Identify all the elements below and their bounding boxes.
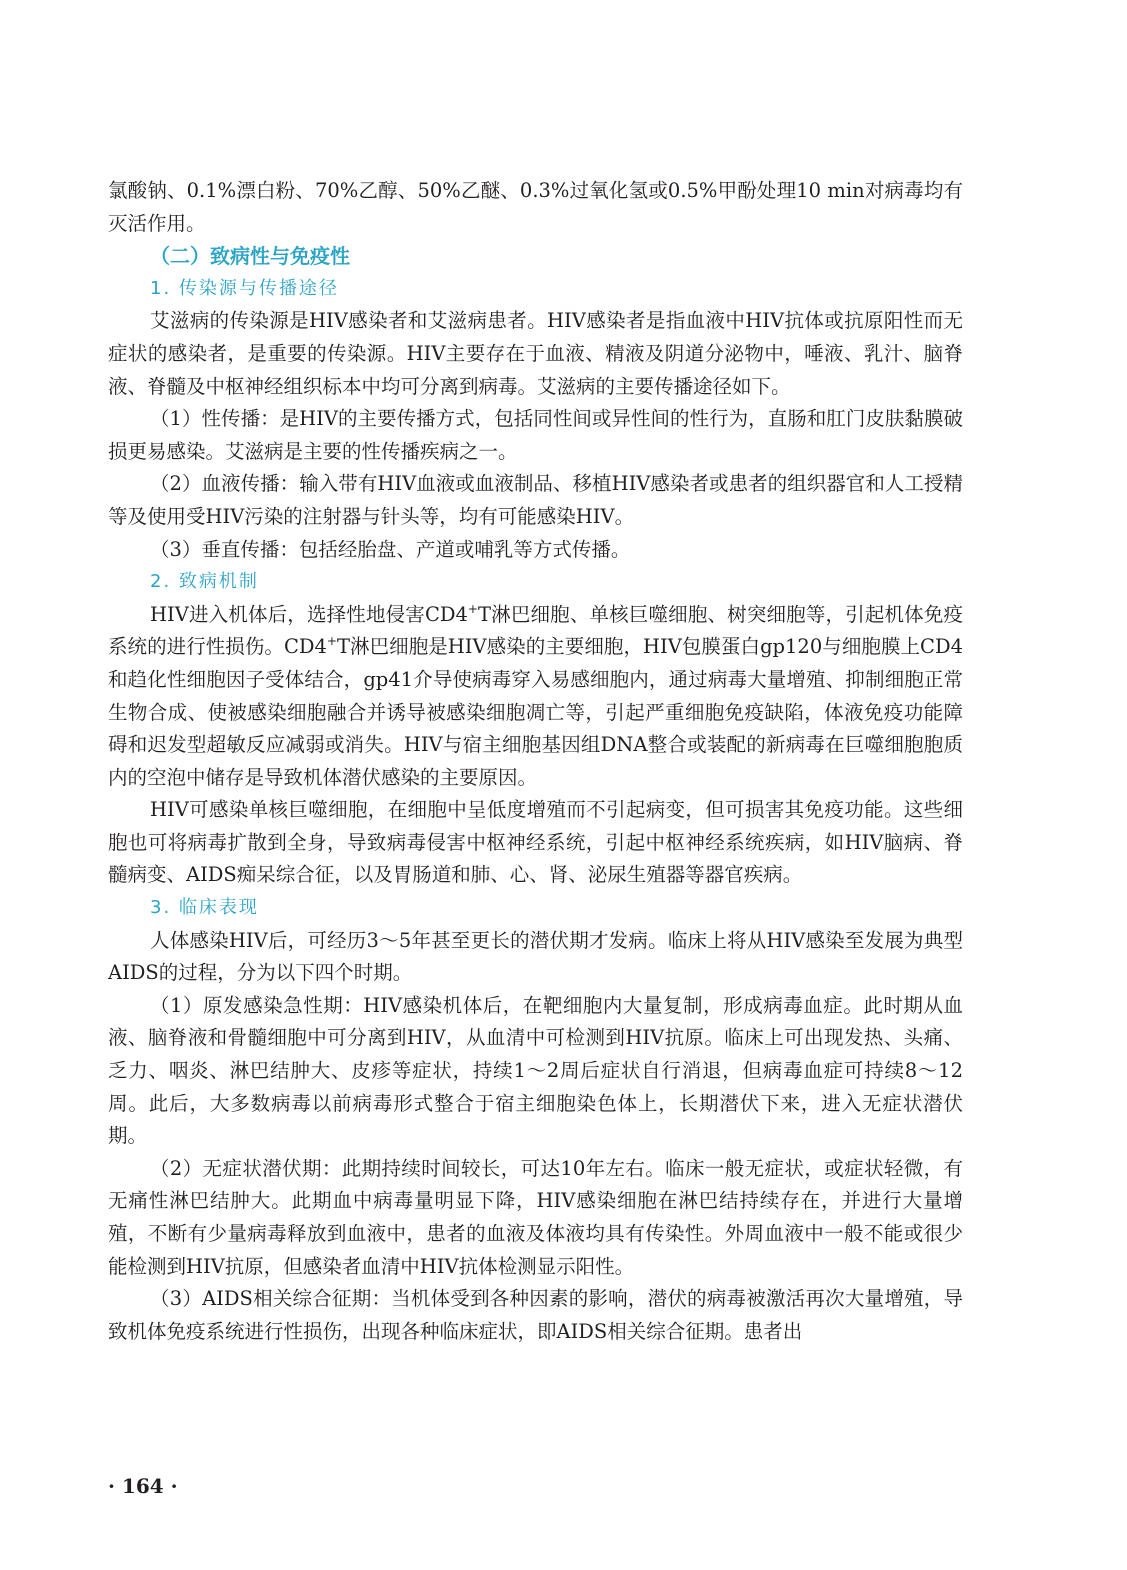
paragraph: （3）AIDS相关综合征期：当机体受到各种因素的影响，潜伏的病毒被激活再次大量增殖，导致机体免疫系统进行性损伤，出现各种临床症状，即AIDS相关综合征期。患者出 — [108, 1287, 963, 1343]
section-heading: （二）致病性与免疫性 — [150, 244, 350, 269]
subsection-heading: 1. 传染源与传播途径 — [150, 277, 339, 299]
text-run: T淋巴细胞、单核巨噬细胞、树突细胞等，引起机体免疫系统的进行性损伤。CD4 — [108, 602, 963, 659]
text-run: HIV进入机体后，选择性地侵害CD4 — [150, 602, 468, 626]
paragraph: 艾滋病的传染源是HIV感染者和艾滋病患者。HIV感染者是指血液中HIV抗体或抗原阳性而无症状的感染者，是重要的传染源。HIV主要存在于血液、精液及阴道分泌物中，唾液、乳汁、脑脊液、脊髓及中枢神经组织标本中均可分离到病毒。艾滋病的主要传播途径如下。 — [108, 309, 963, 398]
paragraph: （1）原发感染急性期：HIV感染机体后，在靶细胞内大量复制，形成病毒血症。此时期从血液、脑脊液和骨髓细胞中可分离到HIV，从血清中可检测到HIV抗原。临床上可出现发热、头痛、乏力、咽炎、淋巴结肿大、皮疹等症状，持续1～2周后症状自行消退，但病毒血症可持续8～12周。此后，大多数病毒以前病毒形式整合于宿主细胞染色体上，长期潜伏下来，进入无症状潜伏期。 — [108, 993, 963, 1148]
text-run: T淋巴细胞是HIV感染的主要细胞，HIV包膜蛋白gp120与细胞膜上CD4和趋化性细胞因子受体结合，gp41介导使病毒穿入易感细胞内，通过病毒大量增殖、抑制细胞正常生物合成、使被感染细胞融合并诱导被感染细胞凋亡等，引起严重细胞免疫缺陷，体液免疫功能障碍和迟发型超敏反应减弱或消失。HIV与宿主细胞基因组DNA整合或装配的新病毒在巨噬细胞胞质内的空泡中储存是导致机体潜伏感染的主要原因。 — [108, 635, 964, 789]
paragraph: HIV可感染单核巨噬细胞，在细胞中呈低度增殖而不引起病变，但可损害其免疫功能。这些细胞也可将病毒扩散到全身，导致病毒侵害中枢神经系统，引起中枢神经系统疾病，如HIV脑病、脊髓病变、AIDS痴呆综合征，以及胃肠道和肺、心、肾、泌尿生殖器等器官疾病。 — [108, 798, 963, 887]
paragraph: 氯酸钠、0.1%漂白粉、70%乙醇、50%乙醚、0.3%过氧化氢或0.5%甲酚处理10 min对病毒均有灭活作用。 — [108, 179, 963, 235]
page-number: · 164 · — [108, 1474, 178, 1498]
superscript: + — [326, 634, 337, 649]
page-body — [108, 175, 963, 1348]
subsection-heading: 2. 致病机制 — [150, 571, 259, 593]
paragraph: （3）垂直传播：包括经胎盘、产道或哺乳等方式传播。 — [150, 537, 631, 561]
paragraph: （2）血液传播：输入带有HIV血液或血液制品、移植HIV感染者或患者的组织器官和人工授精等及使用受HIV污染的注射器与针头等，均有可能感染HIV。 — [108, 472, 963, 528]
paragraph — [108, 599, 963, 795]
superscript: + — [467, 601, 478, 616]
subsection-heading: 3. 临床表现 — [150, 897, 259, 919]
paragraph: 人体感染HIV后，可经历3～5年甚至更长的潜伏期才发病。临床上将从HIV感染至发展为典型AIDS的过程，分为以下四个时期。 — [108, 928, 963, 985]
paragraph: （1）性传播：是HIV的主要传播方式，包括同性间或异性间的性行为，直肠和肛门皮肤黏膜破损更易感染。艾滋病是主要的性传播疾病之一。 — [108, 407, 963, 463]
paragraph: （2）无症状潜伏期：此期持续时间较长，可达10年左右。临床一般无症状，或症状轻微，有无痛性淋巴结肿大。此期血中病毒量明显下降，HIV感染细胞在淋巴结持续存在，并进行大量增殖，不断有少量病毒释放到血液中，患者的血液及体液均具有传染性。外周血液中一般不能或很少能检测到HIV抗原，但感染者血清中HIV抗体检测显示阳性。 — [108, 1156, 963, 1278]
